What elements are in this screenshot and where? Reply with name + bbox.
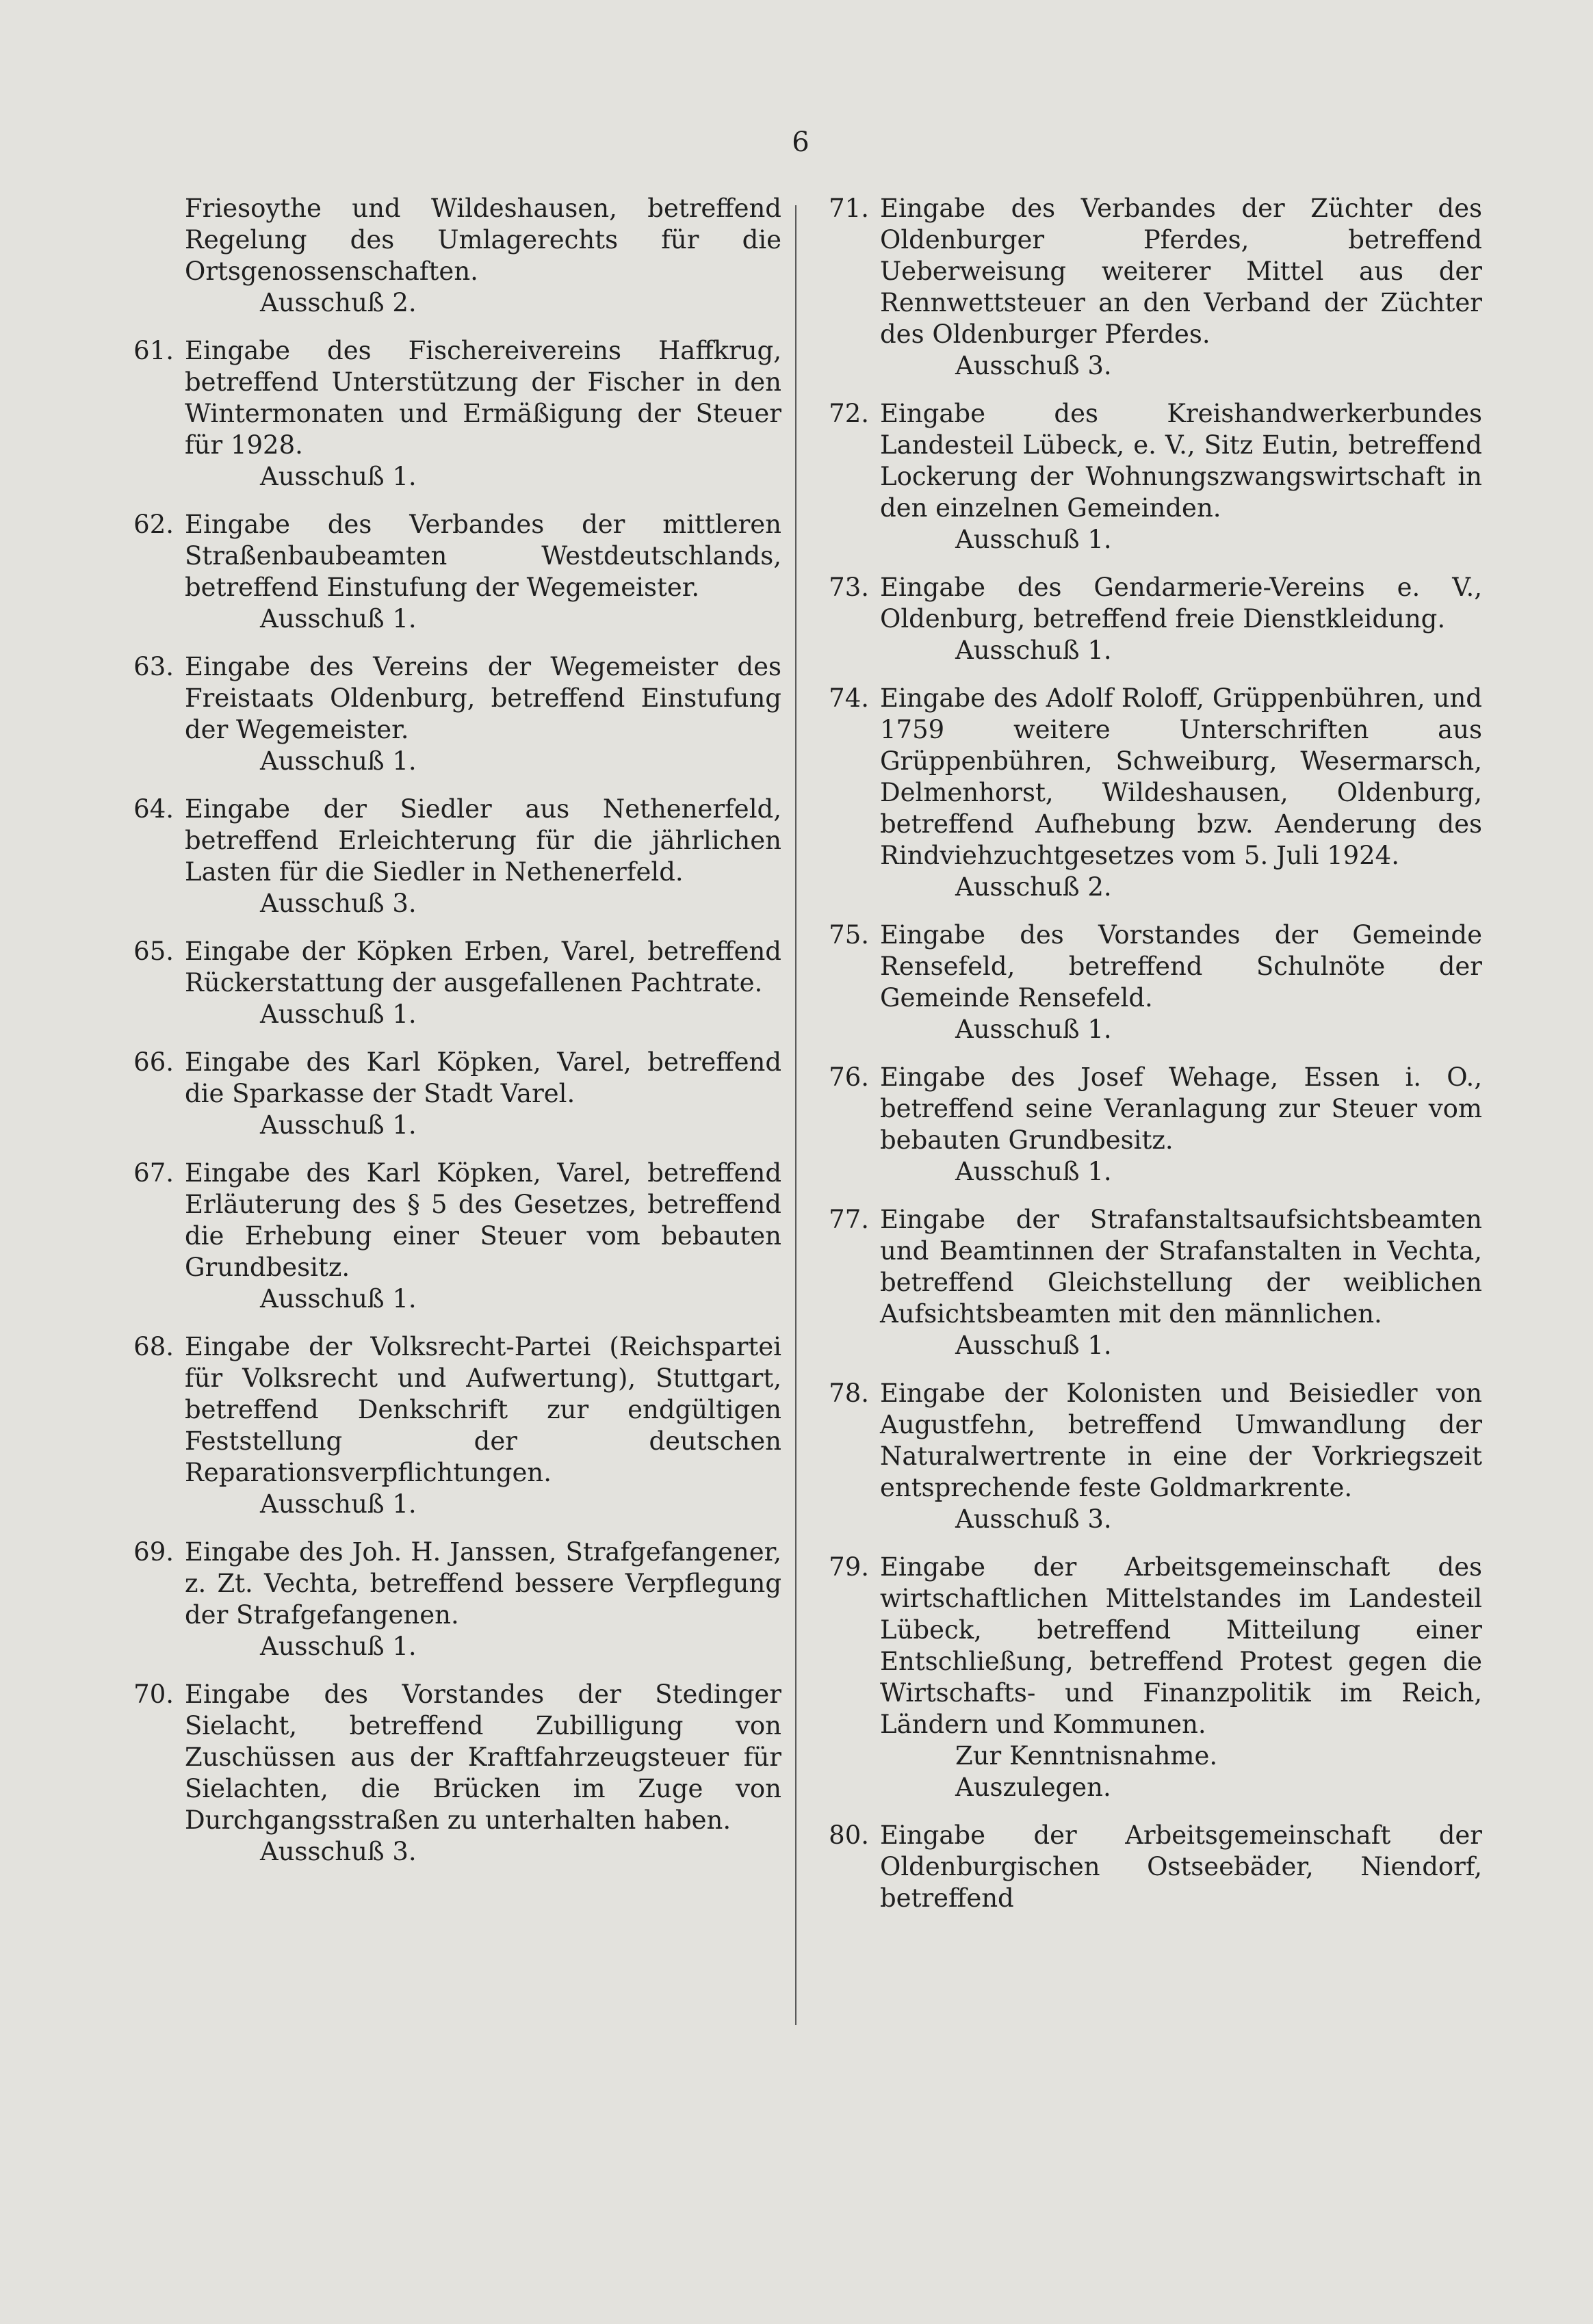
entry-text: Eingabe des Karl Köpken, Varel, betreffend Erläuterung des § 5 des Gesetzes, betreffend die Erhebung einer Steuer vom bebauten Grundbesitz. — [185, 1158, 781, 1282]
entry-number: 72. — [829, 399, 869, 428]
entry-number: 78. — [829, 1379, 869, 1408]
entry-71 — [818, 193, 1482, 382]
entry-text: Eingabe des Verbandes der mittleren Straßenbaubeamten Westdeutschlands, betreffend Einstufung der Wegemeister. — [185, 510, 781, 602]
entry-committee: Ausschuß 1. — [955, 1157, 1112, 1186]
entry-number: 64. — [133, 794, 174, 824]
entry-text: Eingabe des Adolf Roloff, Grüppenbühren, und 1759 weitere Unterschriften aus Grüppenbühren, Schweiburg, Wesermarsch, Delmenhorst, Wildeshausen, Oldenburg, betreffend Aufhebung bzw. Aenderung des Rindviehzuchtgesetzes vom 5. Juli 1924. — [880, 683, 1482, 870]
entry-70 — [123, 1679, 781, 1868]
entry-text: Friesoythe und Wildeshausen, betreffend Regelung des Umlagerechts für die Ortsgenossenschaften. — [185, 194, 781, 286]
entry-text: Eingabe der Köpken Erben, Varel, betreffend Rückerstattung der ausgefallenen Pachtrate. — [185, 937, 781, 997]
entry-committee: Ausschuß 1. — [955, 1015, 1112, 1044]
entry-committee: Ausschuß 1. — [955, 1331, 1112, 1360]
entry-number: 63. — [133, 652, 174, 681]
entry-text: Eingabe des Vorstandes der Stedinger Sielacht, betreffend Zubilligung von Zuschüssen aus der Kraftfahrzeugsteuer für Sielachten, die Brücken im Zuge von Durchgangsstraßen zu unterhalten haben. — [185, 1680, 781, 1835]
entry-69 — [123, 1537, 781, 1662]
entry-text: Eingabe der Volksrecht-Partei (Reichspartei für Volksrecht und Aufwertung), Stuttgart, betreffend Denkschrift zur endgültigen Feststellung der deutschen Reparationsverpflichtungen. — [185, 1332, 781, 1487]
entry-text: Eingabe des Vorstandes der Gemeinde Rensefeld, betreffend Schulnöte der Gemeinde Rensefeld. — [880, 920, 1482, 1013]
entry-number: 69. — [133, 1537, 174, 1567]
entry-68 — [123, 1331, 781, 1520]
entry-note-2: Auszulegen. — [955, 1773, 1111, 1802]
entry-committee: Ausschuß 1. — [260, 1489, 417, 1519]
entry-80 — [818, 1820, 1482, 1914]
entry-text: Eingabe der Kolonisten und Beisiedler von Augustfehn, betreffend Umwandlung der Naturalwertrente in eine der Vorkriegszeit entsprechende feste Goldmarkrente. — [880, 1379, 1482, 1502]
entry-committee: Ausschuß 1. — [955, 636, 1112, 665]
entry-text: Eingabe des Kreishandwerkerbundes Landesteil Lübeck, e. V., Sitz Eutin, betreffend Lockerung der Wohnungszwangswirtschaft in den einzelnen Gemeinden. — [880, 399, 1482, 523]
entry-number: 68. — [133, 1332, 174, 1361]
entry-number: 70. — [133, 1680, 174, 1709]
entry-number: 71. — [829, 194, 869, 223]
entry-text: Eingabe der Arbeitsgemeinschaft des wirtschaftlichen Mittelstandes im Landesteil Lübeck, betreffend Mitteilung einer Entschließung, betreffend Protest gegen die Wirtschafts- und Finanzpolitik im Reich, Ländern und Kommunen. — [880, 1552, 1482, 1739]
entry-text: Eingabe des Karl Köpken, Varel, betreffend die Sparkasse der Stadt Varel. — [185, 1047, 781, 1108]
left-column — [123, 193, 781, 1884]
entry-73 — [818, 572, 1482, 666]
entry-number: 74. — [829, 683, 869, 713]
entry-text: Eingabe des Josef Wehage, Essen i. O., betreffend seine Veranlagung zur Steuer vom bebauten Grundbesitz. — [880, 1062, 1482, 1155]
entry-72 — [818, 398, 1482, 556]
entry-79 — [818, 1552, 1482, 1803]
entry-number: 73. — [829, 573, 869, 602]
entry-text: Eingabe des Fischereivereins Haffkrug, betreffend Unterstützung der Fischer in den Wintermonaten und Ermäßigung der Steuer für 1928. — [185, 336, 781, 460]
entry-76 — [818, 1062, 1482, 1188]
entry-number: 75. — [829, 920, 869, 950]
entry-61 — [123, 335, 781, 493]
entry-74 — [818, 683, 1482, 903]
entry-text: Eingabe der Arbeitsgemeinschaft der Oldenburgischen Ostseebäder, Niendorf, betreffend — [880, 1820, 1482, 1913]
entry-committee: Ausschuß 2. — [260, 288, 417, 317]
entry-62 — [123, 509, 781, 635]
entry-committee: Ausschuß 3. — [955, 351, 1112, 380]
entry-committee: Ausschuß 1. — [260, 1632, 417, 1661]
entry-committee: Ausschuß 1. — [260, 746, 417, 776]
entry-64 — [123, 794, 781, 919]
right-column — [818, 193, 1482, 1931]
entry-66 — [123, 1047, 781, 1141]
entry-number: 65. — [133, 937, 174, 966]
entry-committee: Ausschuß 3. — [955, 1504, 1112, 1534]
entry-number: 67. — [133, 1158, 174, 1188]
entry-committee: Ausschuß 3. — [260, 889, 417, 918]
entry-63 — [123, 651, 781, 777]
entry-number: 80. — [829, 1820, 869, 1850]
entry-text: Eingabe des Vereins der Wegemeister des Freistaats Oldenburg, betreffend Einstufung der Wegemeister. — [185, 652, 781, 744]
entry-text: Eingabe des Joh. H. Janssen, Strafgefangener, z. Zt. Vechta, betreffend bessere Verpflegung der Strafgefangenen. — [185, 1537, 781, 1630]
entry-text: Eingabe des Gendarmerie-Vereins e. V., Oldenburg, betreffend freie Dienstkleidung. — [880, 573, 1482, 634]
entry-committee: Ausschuß 1. — [260, 1000, 417, 1029]
entry-committee: Ausschuß 1. — [260, 462, 417, 491]
entry-committee: Ausschuß 1. — [260, 1284, 417, 1314]
entry-continuation — [123, 193, 781, 319]
entry-75 — [818, 919, 1482, 1045]
entry-65 — [123, 936, 781, 1030]
entry-77 — [818, 1204, 1482, 1361]
entry-committee: Ausschuß 1. — [955, 525, 1112, 554]
entry-number: 77. — [829, 1205, 869, 1234]
entry-number: 79. — [829, 1552, 869, 1582]
column-divider — [795, 205, 796, 2025]
entry-number: 66. — [133, 1047, 174, 1077]
entry-number: 62. — [133, 510, 174, 539]
entry-committee: Ausschuß 1. — [260, 604, 417, 634]
entry-committee: Ausschuß 2. — [955, 872, 1112, 902]
entry-note: Zur Kenntnisnahme. — [955, 1741, 1218, 1771]
entry-committee: Ausschuß 3. — [260, 1837, 417, 1866]
page-number: 6 — [792, 127, 810, 158]
entry-number: 61. — [133, 336, 174, 365]
entry-committee: Ausschuß 1. — [260, 1110, 417, 1140]
entry-text: Eingabe des Verbandes der Züchter des Oldenburger Pferdes, betreffend Ueberweisung weiterer Mittel aus der Rennwettsteuer an den Verband der Züchter des Oldenburger Pferdes. — [880, 194, 1482, 349]
entry-number: 76. — [829, 1062, 869, 1092]
entry-67 — [123, 1158, 781, 1315]
entry-text: Eingabe der Strafanstaltsaufsichtsbeamten und Beamtinnen der Strafanstalten in Vechta, betreffend Gleichstellung der weiblichen Aufsichtsbeamten mit den männlichen. — [880, 1205, 1482, 1329]
entry-78 — [818, 1378, 1482, 1535]
entry-text: Eingabe der Siedler aus Nethenerfeld, betreffend Erleichterung für die jährlichen Lasten für die Siedler in Nethenerfeld. — [185, 794, 781, 887]
